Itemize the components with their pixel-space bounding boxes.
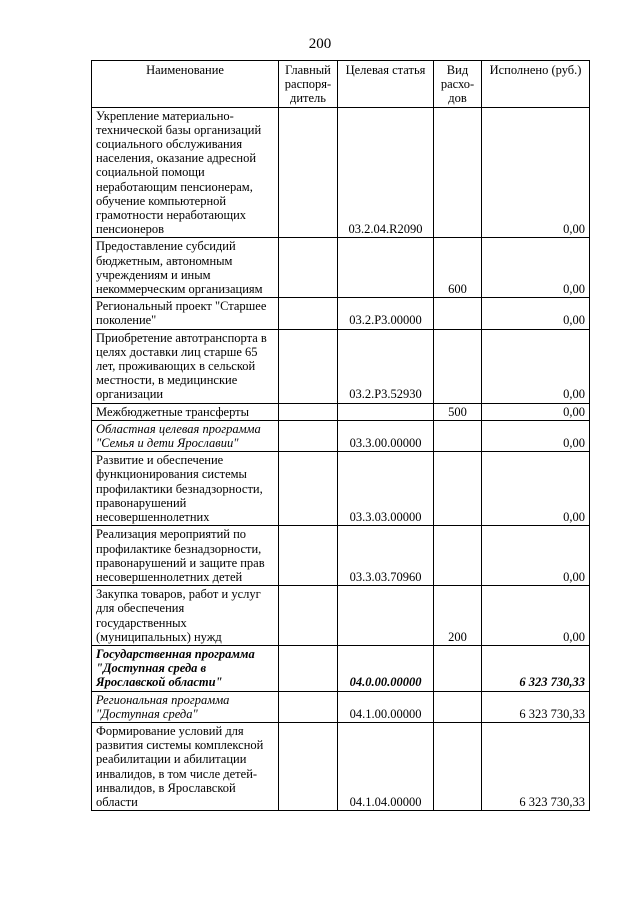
cell-executed: 0,00 (482, 298, 590, 329)
cell-executed: 0,00 (482, 403, 590, 420)
cell-name: Реализация мероприятий по профилактике безнадзорности, правонарушений и защите прав несовершеннолетних детей (92, 526, 279, 586)
table-row (92, 329, 590, 403)
cell-main-manager (279, 298, 338, 329)
cell-main-manager (279, 238, 338, 298)
cell-name: Закупка товаров, работ и услуг для обеспечения государственных (муниципальных) нужд (92, 586, 279, 646)
cell-target-article: 03.2.P3.52930 (338, 329, 434, 403)
table-row (92, 586, 590, 646)
cell-expense-type (434, 420, 482, 451)
header-name: Наименование (92, 61, 279, 108)
cell-target-article: 03.3.03.70960 (338, 526, 434, 586)
table-row (92, 298, 590, 329)
cell-expense-type: 500 (434, 403, 482, 420)
cell-executed: 0,00 (482, 238, 590, 298)
table-row (92, 645, 590, 691)
cell-main-manager (279, 526, 338, 586)
cell-executed: 0,00 (482, 526, 590, 586)
cell-name: Государственная программа "Доступная среда в Ярославской области" (92, 645, 279, 691)
cell-target-article: 04.0.00.00000 (338, 645, 434, 691)
cell-name: Предоставление субсидий бюджетным, автономным учреждениям и иным некоммерческим организациям (92, 238, 279, 298)
cell-expense-type (434, 526, 482, 586)
cell-main-manager (279, 329, 338, 403)
table-row (92, 691, 590, 722)
cell-expense-type: 600 (434, 238, 482, 298)
cell-expense-type: 200 (434, 586, 482, 646)
table-row (92, 403, 590, 420)
cell-main-manager (279, 645, 338, 691)
cell-target-article (338, 238, 434, 298)
cell-name: Развитие и обеспечение функционирования системы профилактики безнадзорности, правонарушений несовершеннолетних (92, 452, 279, 526)
cell-target-article: 04.1.00.00000 (338, 691, 434, 722)
cell-name: Областная целевая программа "Семья и дети Ярославии" (92, 420, 279, 451)
cell-name: Формирование условий для развития системы комплексной реабилитации и абилитации инвалидов, в том числе детей-инвалидов, в Ярославской области (92, 722, 279, 810)
cell-executed: 0,00 (482, 420, 590, 451)
cell-target-article: 03.2.P3.00000 (338, 298, 434, 329)
table-row (92, 722, 590, 810)
cell-target-article (338, 403, 434, 420)
cell-expense-type (434, 107, 482, 238)
cell-main-manager (279, 691, 338, 722)
budget-table (91, 60, 590, 811)
table-header-row (92, 61, 590, 108)
cell-executed: 0,00 (482, 329, 590, 403)
cell-name: Региональная программа "Доступная среда" (92, 691, 279, 722)
cell-name: Региональный проект "Старшее поколение" (92, 298, 279, 329)
cell-expense-type (434, 691, 482, 722)
cell-main-manager (279, 107, 338, 238)
cell-target-article: 03.2.04.R2090 (338, 107, 434, 238)
table-row (92, 107, 590, 238)
table-row (92, 238, 590, 298)
cell-main-manager (279, 452, 338, 526)
cell-name: Приобретение автотранспорта в целях доставки лиц старше 65 лет, проживающих в сельской местности, в медицинские организации (92, 329, 279, 403)
cell-executed: 6 323 730,33 (482, 722, 590, 810)
cell-executed: 6 323 730,33 (482, 691, 590, 722)
cell-target-article: 04.1.04.00000 (338, 722, 434, 810)
cell-name: Межбюджетные трансферты (92, 403, 279, 420)
cell-executed: 6 323 730,33 (482, 645, 590, 691)
cell-expense-type (434, 722, 482, 810)
cell-expense-type (434, 298, 482, 329)
cell-target-article (338, 586, 434, 646)
cell-main-manager (279, 586, 338, 646)
cell-expense-type (434, 329, 482, 403)
cell-main-manager (279, 403, 338, 420)
cell-executed: 0,00 (482, 107, 590, 238)
cell-main-manager (279, 722, 338, 810)
header-main-manager: Главный распоря-дитель (279, 61, 338, 108)
cell-target-article: 03.3.00.00000 (338, 420, 434, 451)
table-row (92, 420, 590, 451)
header-executed: Исполнено (руб.) (482, 61, 590, 108)
page-number: 200 (308, 36, 332, 52)
cell-target-article: 03.3.03.00000 (338, 452, 434, 526)
header-target-article: Целевая статья (338, 61, 434, 108)
table-row (92, 452, 590, 526)
header-expense-type: Вид расхо-дов (434, 61, 482, 108)
cell-main-manager (279, 420, 338, 451)
cell-executed: 0,00 (482, 452, 590, 526)
cell-name: Укрепление материально-технической базы организаций социального обслуживания населения, оказание адресной социальной помощи неработающим пенсионерам, обучение компьютерной грамотности неработающих пенсионеров (92, 107, 279, 238)
cell-expense-type (434, 645, 482, 691)
cell-expense-type (434, 452, 482, 526)
cell-executed: 0,00 (482, 586, 590, 646)
table-row (92, 526, 590, 586)
